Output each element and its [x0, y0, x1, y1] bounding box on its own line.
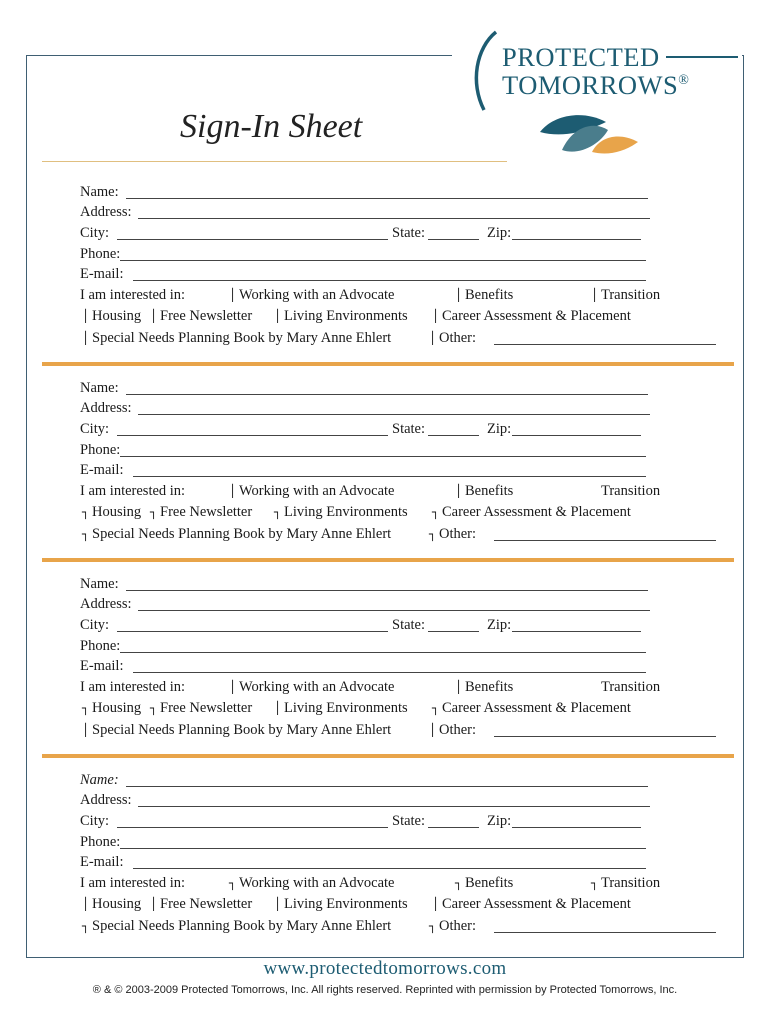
name-label: Name:	[80, 576, 119, 592]
city-label: City:	[80, 617, 110, 633]
option-living[interactable]	[274, 307, 408, 325]
option-living-label: Living Environments	[284, 308, 408, 324]
phone-label: Phone:	[80, 834, 121, 850]
name-label: Name:	[80, 772, 119, 788]
option-other-label: Other:	[439, 722, 477, 738]
option-other[interactable]	[429, 721, 476, 739]
state-label: State:	[392, 617, 426, 633]
state-field[interactable]	[428, 827, 479, 828]
city-label: City:	[80, 813, 110, 829]
city-field[interactable]	[117, 435, 388, 436]
option-transition-label: Transition	[601, 483, 661, 499]
interested-label: I am interested in:	[80, 287, 186, 303]
name-label: Name:	[80, 184, 119, 200]
option-advocate[interactable]	[229, 286, 394, 304]
logo-line-1: PROTECTED	[502, 42, 660, 72]
option-advocate[interactable]	[229, 874, 394, 892]
other-field[interactable]	[494, 932, 716, 933]
city-field[interactable]	[117, 631, 388, 632]
name-label: Name:	[80, 380, 119, 396]
checkbox-icon[interactable]: │	[82, 309, 90, 323]
option-other[interactable]	[429, 525, 476, 543]
phone-field[interactable]	[120, 260, 646, 261]
option-housing[interactable]	[82, 503, 141, 521]
phone-label: Phone:	[80, 638, 121, 654]
option-newsletter[interactable]	[150, 895, 252, 913]
zip-field[interactable]	[512, 435, 641, 436]
option-advocate-label: Working with an Advocate	[239, 679, 395, 695]
email-field[interactable]	[133, 280, 646, 281]
zip-field[interactable]	[512, 827, 641, 828]
address-label: Address:	[80, 792, 132, 808]
state-field[interactable]	[428, 239, 479, 240]
interested-label: I am interested in:	[80, 679, 186, 695]
option-housing[interactable]	[82, 307, 141, 325]
option-newsletter[interactable]	[150, 699, 252, 717]
protected-tomorrows-logo	[462, 28, 742, 168]
state-field[interactable]	[428, 631, 479, 632]
checkbox-icon[interactable]: ┐	[150, 505, 158, 519]
option-benefits-label: Benefits	[465, 679, 514, 695]
checkbox-icon[interactable]: │	[274, 309, 282, 323]
option-career[interactable]	[432, 503, 631, 521]
checkbox-icon[interactable]: │	[432, 897, 440, 911]
checkbox-icon[interactable]: │	[229, 288, 237, 302]
option-other-label: Other:	[439, 918, 477, 934]
state-label: State:	[392, 225, 426, 241]
option-advocate-label: Working with an Advocate	[239, 483, 395, 499]
option-transition[interactable]	[591, 286, 660, 304]
email-label: E-mail:	[80, 266, 124, 282]
option-other[interactable]	[429, 917, 476, 935]
state-field[interactable]	[428, 435, 479, 436]
zip-field[interactable]	[512, 239, 641, 240]
checkbox-icon[interactable]: │	[455, 288, 463, 302]
city-label: City:	[80, 225, 110, 241]
logo-line-2	[502, 72, 689, 99]
option-transition-label: Transition	[601, 287, 661, 303]
email-field[interactable]	[133, 476, 646, 477]
checkbox-icon[interactable]: ┐	[274, 505, 282, 519]
option-housing-label: Housing	[92, 896, 142, 912]
checkbox-icon[interactable]: ┐	[455, 876, 463, 890]
option-advocate-label: Working with an Advocate	[239, 875, 395, 891]
checkbox-icon[interactable]: ┐	[82, 919, 90, 933]
option-advocate-label: Working with an Advocate	[239, 287, 395, 303]
checkbox-icon[interactable]: │	[591, 288, 599, 302]
option-advocate[interactable]	[229, 678, 394, 696]
email-label: E-mail:	[80, 462, 124, 478]
phone-field[interactable]	[120, 456, 646, 457]
option-living[interactable]	[274, 503, 408, 521]
title-rule	[42, 161, 507, 162]
other-field[interactable]	[494, 540, 716, 541]
address-field[interactable]	[138, 414, 650, 415]
option-book-label: Special Needs Planning Book by Mary Anne Ehlert	[92, 722, 392, 738]
section-divider	[42, 558, 734, 562]
option-transition-label: Transition	[601, 875, 661, 891]
checkbox-icon[interactable]: │	[429, 331, 437, 345]
option-living[interactable]	[274, 699, 408, 717]
checkbox-icon[interactable]: ┐	[591, 876, 599, 890]
website-url[interactable]: www.protectedtomorrows.com	[263, 958, 507, 979]
name-field[interactable]	[126, 394, 648, 395]
option-book-label: Special Needs Planning Book by Mary Anne Ehlert	[92, 918, 392, 934]
checkbox-icon[interactable]: ┐	[229, 876, 237, 890]
address-field[interactable]	[138, 610, 650, 611]
logo-line-2-text: TOMORROWS	[502, 70, 679, 100]
option-career-label: Career Assessment & Placement	[442, 504, 631, 520]
state-label: State:	[392, 813, 426, 829]
phone-label: Phone:	[80, 442, 121, 458]
checkbox-icon[interactable]: │	[82, 897, 90, 911]
option-transition[interactable]	[591, 678, 660, 696]
option-other[interactable]	[429, 329, 476, 347]
phone-field[interactable]	[120, 848, 646, 849]
option-other-label: Other:	[439, 526, 477, 542]
checkbox-icon[interactable]: ┐	[150, 701, 158, 715]
option-transition[interactable]	[591, 482, 660, 500]
option-living-label: Living Environments	[284, 504, 408, 520]
checkbox-icon[interactable]: │	[150, 897, 158, 911]
option-housing-label: Housing	[92, 700, 142, 716]
email-label: E-mail:	[80, 658, 124, 674]
option-book-label: Special Needs Planning Book by Mary Anne Ehlert	[92, 526, 392, 542]
checkbox-icon[interactable]: ┐	[429, 919, 437, 933]
option-book[interactable]	[82, 917, 391, 935]
option-book[interactable]	[82, 329, 391, 347]
email-label: E-mail:	[80, 854, 124, 870]
section-divider	[42, 754, 734, 758]
other-field[interactable]	[494, 736, 716, 737]
address-label: Address:	[80, 400, 132, 416]
option-career-label: Career Assessment & Placement	[442, 308, 631, 324]
option-benefits[interactable]	[455, 874, 513, 892]
option-benefits-label: Benefits	[465, 875, 514, 891]
option-benefits[interactable]	[455, 482, 513, 500]
checkbox-icon[interactable]: │	[82, 723, 90, 737]
option-housing-label: Housing	[92, 308, 142, 324]
option-career[interactable]	[432, 699, 631, 717]
zip-label: Zip:	[487, 225, 512, 241]
checkbox-icon[interactable]: │	[229, 680, 237, 694]
address-field[interactable]	[138, 806, 650, 807]
option-housing[interactable]	[82, 699, 141, 717]
city-label: City:	[80, 421, 110, 437]
option-housing-label: Housing	[92, 504, 142, 520]
option-newsletter-label: Free Newsletter	[160, 308, 253, 324]
interested-label: I am interested in:	[80, 483, 186, 499]
checkbox-icon[interactable]: │	[229, 484, 237, 498]
registered-mark: ®	[678, 73, 690, 88]
zip-label: Zip:	[487, 813, 512, 829]
option-transition-label: Transition	[601, 679, 661, 695]
email-field[interactable]	[133, 672, 646, 673]
zip-field[interactable]	[512, 631, 641, 632]
option-newsletter-label: Free Newsletter	[160, 700, 253, 716]
checkbox-icon[interactable]: │	[432, 309, 440, 323]
checkbox-icon[interactable]: ┐	[82, 527, 90, 541]
option-other-label: Other:	[439, 330, 477, 346]
address-label: Address:	[80, 596, 132, 612]
option-living-label: Living Environments	[284, 700, 408, 716]
copyright-notice: ® & © 2003-2009 Protected Tomorrows, Inc. All rights reserved. Reprinted with permission by Protected Tomorrows, Inc.	[92, 984, 678, 996]
checkbox-icon[interactable]: ┐	[432, 701, 440, 715]
other-field[interactable]	[494, 344, 716, 345]
phone-field[interactable]	[120, 652, 646, 653]
option-benefits[interactable]	[455, 678, 513, 696]
checkbox-icon[interactable]: │	[274, 701, 282, 715]
option-newsletter[interactable]	[150, 307, 252, 325]
checkbox-icon[interactable]: │	[82, 331, 90, 345]
city-field[interactable]	[117, 239, 388, 240]
checkbox-icon[interactable]: │	[429, 723, 437, 737]
checkbox-icon[interactable]: │	[150, 309, 158, 323]
option-living-label: Living Environments	[284, 896, 408, 912]
logo-rule	[666, 56, 738, 58]
email-field[interactable]	[133, 868, 646, 869]
name-field[interactable]	[126, 786, 648, 787]
option-housing[interactable]	[82, 895, 141, 913]
name-field[interactable]	[126, 198, 648, 199]
address-field[interactable]	[138, 218, 650, 219]
option-career-label: Career Assessment & Placement	[442, 896, 631, 912]
option-advocate[interactable]	[229, 482, 394, 500]
state-label: State:	[392, 421, 426, 437]
checkbox-icon[interactable]: ┐	[429, 527, 437, 541]
interested-label: I am interested in:	[80, 875, 186, 891]
option-benefits-label: Benefits	[465, 483, 514, 499]
checkbox-icon[interactable]: │	[455, 484, 463, 498]
address-label: Address:	[80, 204, 132, 220]
checkbox-icon[interactable]: │	[455, 680, 463, 694]
option-career[interactable]	[432, 895, 631, 913]
checkbox-icon[interactable]: ┐	[432, 505, 440, 519]
option-newsletter-label: Free Newsletter	[160, 896, 253, 912]
option-living[interactable]	[274, 895, 408, 913]
option-benefits[interactable]	[455, 286, 513, 304]
name-field[interactable]	[126, 590, 648, 591]
zip-label: Zip:	[487, 421, 512, 437]
checkbox-icon[interactable]: ┐	[82, 701, 90, 715]
option-transition[interactable]	[591, 874, 660, 892]
city-field[interactable]	[117, 827, 388, 828]
option-newsletter-label: Free Newsletter	[160, 504, 253, 520]
option-benefits-label: Benefits	[465, 287, 514, 303]
option-career-label: Career Assessment & Placement	[442, 700, 631, 716]
option-book[interactable]	[82, 525, 391, 543]
phone-label: Phone:	[80, 246, 121, 262]
option-book-label: Special Needs Planning Book by Mary Anne Ehlert	[92, 330, 392, 346]
option-newsletter[interactable]	[150, 503, 252, 521]
checkbox-icon[interactable]: ┐	[82, 505, 90, 519]
option-book[interactable]	[82, 721, 391, 739]
checkbox-icon[interactable]: │	[274, 897, 282, 911]
page-title: Sign-In Sheet	[180, 108, 363, 145]
zip-label: Zip:	[487, 617, 512, 633]
section-divider	[42, 362, 734, 366]
option-career[interactable]	[432, 307, 631, 325]
